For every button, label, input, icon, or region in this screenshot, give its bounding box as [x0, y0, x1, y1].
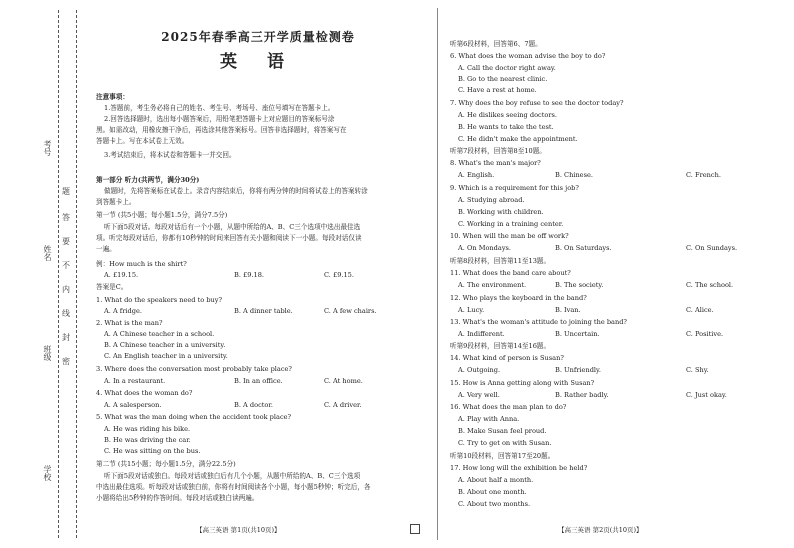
- option: A. Outgoing.: [458, 366, 501, 374]
- question: 11. What does the band care about?: [450, 269, 571, 277]
- part1-line: 做题时，先将答案标在试卷上。录音内容结束后，你将有两分钟的时间将试卷上的答案转涂: [104, 187, 368, 195]
- option: A. English.: [458, 171, 495, 179]
- question: 15. How is Anna getting along with Susan?: [450, 379, 595, 387]
- question: 16. What does the man plan to do?: [450, 403, 567, 411]
- section1-line: 项。听完每段对话后，你都有10秒钟的时间来回答有关小题和阅读下一小题。每段对话仅读: [96, 234, 362, 242]
- seal-char: 内: [62, 285, 70, 294]
- section2-heading: 第二节 (共15小题；每小题1.5分，满分22.5分): [96, 460, 236, 468]
- right-page: [450, 0, 790, 548]
- question: 2. What is the man?: [96, 319, 163, 327]
- material-heading: 听第6段材料，回答第6、7题。: [450, 40, 542, 48]
- section1-line: 听下面5段对话。每段对话后有一个小题，从题中所给的A、B、C三个选项中选出最佳选: [104, 223, 361, 231]
- option: A. In a restaurant.: [104, 377, 166, 385]
- option: C. He didn't make the appointment.: [458, 135, 578, 143]
- question: 8. What's the man's major?: [450, 159, 541, 167]
- option: A. The environment.: [458, 281, 527, 289]
- option: C. At home.: [324, 377, 363, 385]
- option: B. Rather badly.: [555, 391, 609, 399]
- option: C. A driver.: [324, 401, 362, 409]
- option: A. A fridge.: [104, 307, 142, 315]
- option: A. A salesperson.: [104, 401, 162, 409]
- page-divider: [437, 8, 438, 540]
- option: C. A few chairs.: [324, 307, 377, 315]
- option: B. Go to the nearest clinic.: [458, 75, 548, 83]
- question: 5. What was the man doing when the accident took place?: [96, 413, 292, 421]
- option: A. Play with Anna.: [458, 415, 520, 423]
- option: B. He wants to take the test.: [458, 123, 554, 131]
- option: C. An English teacher in a university.: [104, 352, 228, 360]
- question: 6. What does the woman advise the boy to do?: [450, 52, 606, 60]
- seal-char: 答: [62, 213, 70, 222]
- part1-line: 到答题卡上。: [96, 198, 136, 206]
- option: B. Working with children.: [458, 208, 544, 216]
- question: 14. What kind of person is Susan?: [450, 354, 564, 362]
- example-question: 例：How much is the shirt?: [96, 260, 187, 268]
- option: C. Working in a training center.: [458, 220, 564, 228]
- seal-char: 密: [62, 357, 70, 366]
- class-label: 班级: [43, 345, 52, 361]
- option: B. Make Susan feel proud.: [458, 427, 547, 435]
- seal-char: 封: [62, 333, 70, 342]
- option: B. Uncertain.: [555, 330, 600, 338]
- question: 12. Who plays the keyboard in the band?: [450, 294, 587, 302]
- option: A. £19.15.: [104, 271, 139, 279]
- option: B. A doctor.: [234, 401, 273, 409]
- option: C. About two months.: [458, 500, 531, 508]
- question: 10. When will the man be off work?: [450, 232, 569, 240]
- corner-box: [410, 524, 420, 534]
- option: C. Just okay.: [686, 391, 727, 399]
- option: B. On Saturdays.: [555, 244, 612, 252]
- option: A. Indifferent.: [458, 330, 505, 338]
- material-heading: 听第9段材料，回答第14至16题。: [450, 342, 551, 350]
- option: B. Unfriendly.: [555, 366, 601, 374]
- option: A. About half a month.: [458, 476, 534, 484]
- option: C. French.: [686, 171, 721, 179]
- option: C. Shy.: [686, 366, 709, 374]
- seal-char: 线: [62, 309, 70, 318]
- option: C. £9.15.: [324, 271, 354, 279]
- material-heading: 听第8段材料，回答第11至13题。: [450, 257, 551, 265]
- option: B. A dinner table.: [234, 307, 293, 315]
- question: 4. What does the woman do?: [96, 389, 193, 397]
- name-label: 姓名: [43, 245, 52, 261]
- option: B. £9.18.: [234, 271, 265, 279]
- option: A. Very well.: [458, 391, 500, 399]
- notice-heading: 注意事项：: [96, 93, 129, 101]
- option: B. About one month.: [458, 488, 527, 496]
- option: A. Call the doctor right away.: [458, 64, 556, 72]
- question: 9. Which is a requirement for this job?: [450, 184, 579, 192]
- subject-title: 英 语: [220, 52, 296, 72]
- section2-line: 听下面5段对话或独白。每段对话或独白后有几个小题，从题中所给的A、B、C三个选项: [104, 472, 361, 480]
- section2-line: 中选出最佳选项。听每段对话或独白前，你将有时间阅读各个小题，每小题5秒钟；听完后，各: [96, 483, 371, 491]
- option: A. Studying abroad.: [458, 196, 525, 204]
- option: B. A Chinese teacher in a university.: [104, 341, 226, 349]
- option: A. A Chinese teacher in a school.: [104, 330, 215, 338]
- option: A. On Mondays.: [458, 244, 512, 252]
- option: B. The society.: [555, 281, 604, 289]
- section2-line: 小题将给出5秒钟的作答时间。每段对话或独白读两遍。: [96, 494, 259, 502]
- option: C. He was sitting on the bus.: [104, 447, 201, 455]
- school-label: 学校: [43, 465, 52, 481]
- option: A. He dislikes seeing doctors.: [458, 111, 558, 119]
- binding-line-inner: [76, 10, 77, 538]
- page-footer: 【高三英语 第2页(共10页)】: [558, 526, 643, 534]
- option: B. Chinese.: [555, 171, 593, 179]
- option: C. Have a rest at home.: [458, 86, 537, 94]
- seal-char: 要: [62, 237, 70, 246]
- exam-title: 2025年春季高三开学质量检测卷: [161, 30, 355, 44]
- question: 7. Why does the boy refuse to see the doctor today?: [450, 99, 624, 107]
- option: C. The school.: [686, 281, 734, 289]
- question: 1. What do the speakers need to buy?: [96, 296, 223, 304]
- example-answer: 答案是C。: [96, 283, 128, 291]
- question: 3. Where does the conversation most probably take place?: [96, 365, 292, 373]
- notice-line: 1.答题前，考生务必将自己的姓名、考生号、考场号、座位号填写在答题卡上。: [104, 104, 335, 112]
- option: B. He was driving the car.: [104, 436, 191, 444]
- question: 13. What's the woman's attitude to joining the band?: [450, 318, 627, 326]
- seal-char: 不: [62, 261, 70, 270]
- notice-line: 2.回答选择题时，选出每小题答案后，用铅笔把答题卡上对应题目的答案标号涂: [104, 115, 335, 123]
- notice-line: 3.考试结束后，将本试卷和答题卡一并交回。: [104, 151, 236, 159]
- left-page: [88, 0, 428, 548]
- section1-line: 一遍。: [96, 245, 116, 253]
- binding-margin: [0, 0, 80, 548]
- notice-line: 答题卡上。写在本试卷上无效。: [96, 137, 189, 145]
- option: A. He was riding his bike.: [104, 425, 191, 433]
- notice-line: 黑。如需改动，用橡皮擦干净后，再选涂其他答案标号。回答非选择题时，将答案写在: [96, 126, 347, 134]
- part1-heading: 第一部分 听力(共两节，满分30分): [96, 176, 200, 184]
- option: C. On Sundays.: [686, 244, 738, 252]
- option: C. Alice.: [686, 306, 714, 314]
- option: B. Ivan.: [555, 306, 581, 314]
- material-heading: 听第7段材料，回答第8至10题。: [450, 147, 546, 155]
- binding-line-outer: [58, 10, 59, 538]
- option: A. Lucy.: [458, 306, 485, 314]
- option: C. Positive.: [686, 330, 724, 338]
- section1-heading: 第一节 (共5小题；每小题1.5分，满分7.5分): [96, 211, 228, 219]
- seal-char: 题: [62, 187, 70, 196]
- option: C. Try to get on with Susan.: [458, 439, 552, 447]
- material-heading: 听第10段材料，回答第17至20题。: [450, 452, 555, 460]
- option: B. In an office.: [234, 377, 283, 385]
- page-footer: 【高三英语 第1页(共10页)】: [196, 526, 281, 534]
- question: 17. How long will the exhibition be held?: [450, 464, 588, 472]
- exam-number-label: 考号: [43, 140, 52, 156]
